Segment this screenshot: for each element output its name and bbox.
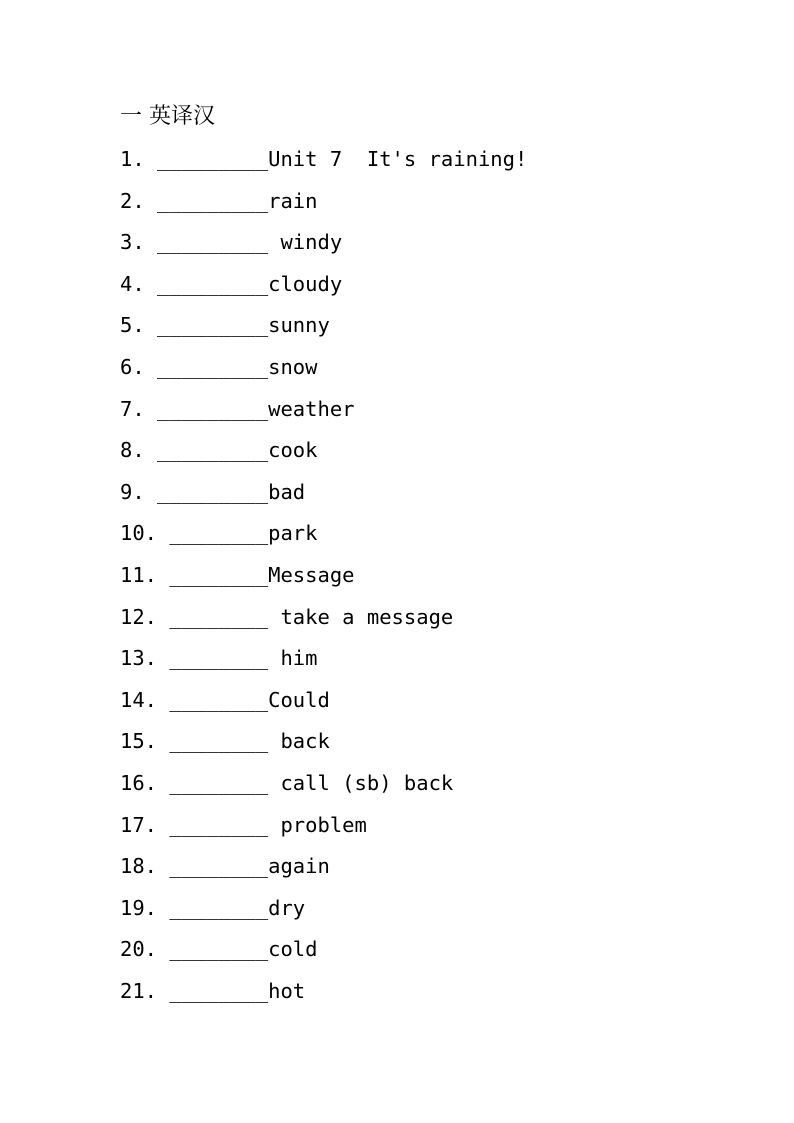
item-text: windy: [268, 230, 343, 255]
item-text: bad: [268, 479, 306, 504]
list-item: [120, 188, 527, 230]
list-item: [120, 271, 527, 313]
item-text: cold: [268, 937, 318, 962]
list-item: [120, 728, 527, 770]
item-text: him: [268, 646, 318, 671]
vocabulary-list: [120, 146, 527, 1019]
answer-blank: _________: [157, 354, 269, 379]
answer-blank: ________: [169, 604, 269, 629]
item-number: 12.: [120, 604, 158, 629]
list-item: [120, 895, 527, 937]
list-item: [120, 936, 527, 978]
item-number: 20.: [120, 937, 158, 962]
item-number: 18.: [120, 854, 158, 879]
item-number: 13.: [120, 646, 158, 671]
item-number: 7.: [120, 396, 145, 421]
item-text: problem: [268, 812, 367, 837]
item-number: 1.: [120, 147, 145, 171]
answer-blank: _________: [157, 147, 269, 171]
item-number: 6.: [120, 354, 145, 379]
answer-blank: _________: [157, 438, 269, 463]
answer-blank: _________: [157, 188, 269, 213]
item-text: Could: [268, 687, 330, 712]
answer-blank: _________: [157, 313, 269, 338]
item-number: 15.: [120, 729, 158, 754]
item-text: dry: [268, 895, 306, 920]
item-text: cloudy: [268, 271, 343, 296]
answer-blank: ________: [169, 854, 269, 879]
list-item: [120, 562, 527, 604]
list-item: [120, 604, 527, 646]
answer-blank: ________: [169, 812, 269, 837]
item-text: back: [268, 729, 330, 754]
list-item: [120, 229, 527, 271]
list-item: [120, 853, 527, 895]
item-number: 4.: [120, 271, 145, 296]
item-text: weather: [268, 396, 355, 421]
item-number: 16.: [120, 770, 158, 795]
item-number: 2.: [120, 188, 145, 213]
item-text: snow: [268, 354, 318, 379]
answer-blank: ________: [169, 687, 269, 712]
answer-blank: ________: [169, 646, 269, 671]
item-number: 11.: [120, 562, 158, 587]
answer-blank: ________: [169, 978, 269, 1003]
item-number: 14.: [120, 687, 158, 712]
section-title: 一 英译汉: [120, 104, 215, 129]
item-text: rain: [268, 188, 318, 213]
answer-blank: ________: [169, 937, 269, 962]
list-item: [120, 354, 527, 396]
list-item: [120, 520, 527, 562]
item-number: 9.: [120, 479, 145, 504]
item-number: 3.: [120, 230, 145, 255]
item-number: 10.: [120, 521, 158, 546]
item-number: 19.: [120, 895, 158, 920]
list-item: [120, 479, 527, 521]
item-text: call (sb) back: [268, 770, 454, 795]
item-text: Message: [268, 562, 355, 587]
answer-blank: _________: [157, 396, 269, 421]
answer-blank: ________: [169, 562, 269, 587]
item-number: 17.: [120, 812, 158, 837]
item-text: again: [268, 854, 330, 879]
answer-blank: _________: [157, 271, 269, 296]
item-text: Unit 7 It's raining!: [268, 147, 528, 171]
item-number: 21.: [120, 978, 158, 1003]
list-item: [120, 396, 527, 438]
item-number: 8.: [120, 438, 145, 463]
answer-blank: ________: [169, 770, 269, 795]
item-text: sunny: [268, 313, 330, 338]
list-item: [120, 437, 527, 479]
item-number: 5.: [120, 313, 145, 338]
answer-blank: _________: [157, 479, 269, 504]
list-item: [120, 645, 527, 687]
list-item: [120, 812, 527, 854]
list-item: [120, 687, 527, 729]
answer-blank: _________: [157, 230, 269, 255]
answer-blank: ________: [169, 895, 269, 920]
answer-blank: ________: [169, 729, 269, 754]
item-text: park: [268, 521, 318, 546]
list-item: [120, 312, 527, 354]
answer-blank: ________: [169, 521, 269, 546]
item-text: hot: [268, 978, 306, 1003]
list-item: [120, 146, 527, 188]
list-item: [120, 770, 527, 812]
item-text: cook: [268, 438, 318, 463]
list-item: [120, 978, 527, 1020]
item-text: take a message: [268, 604, 454, 629]
